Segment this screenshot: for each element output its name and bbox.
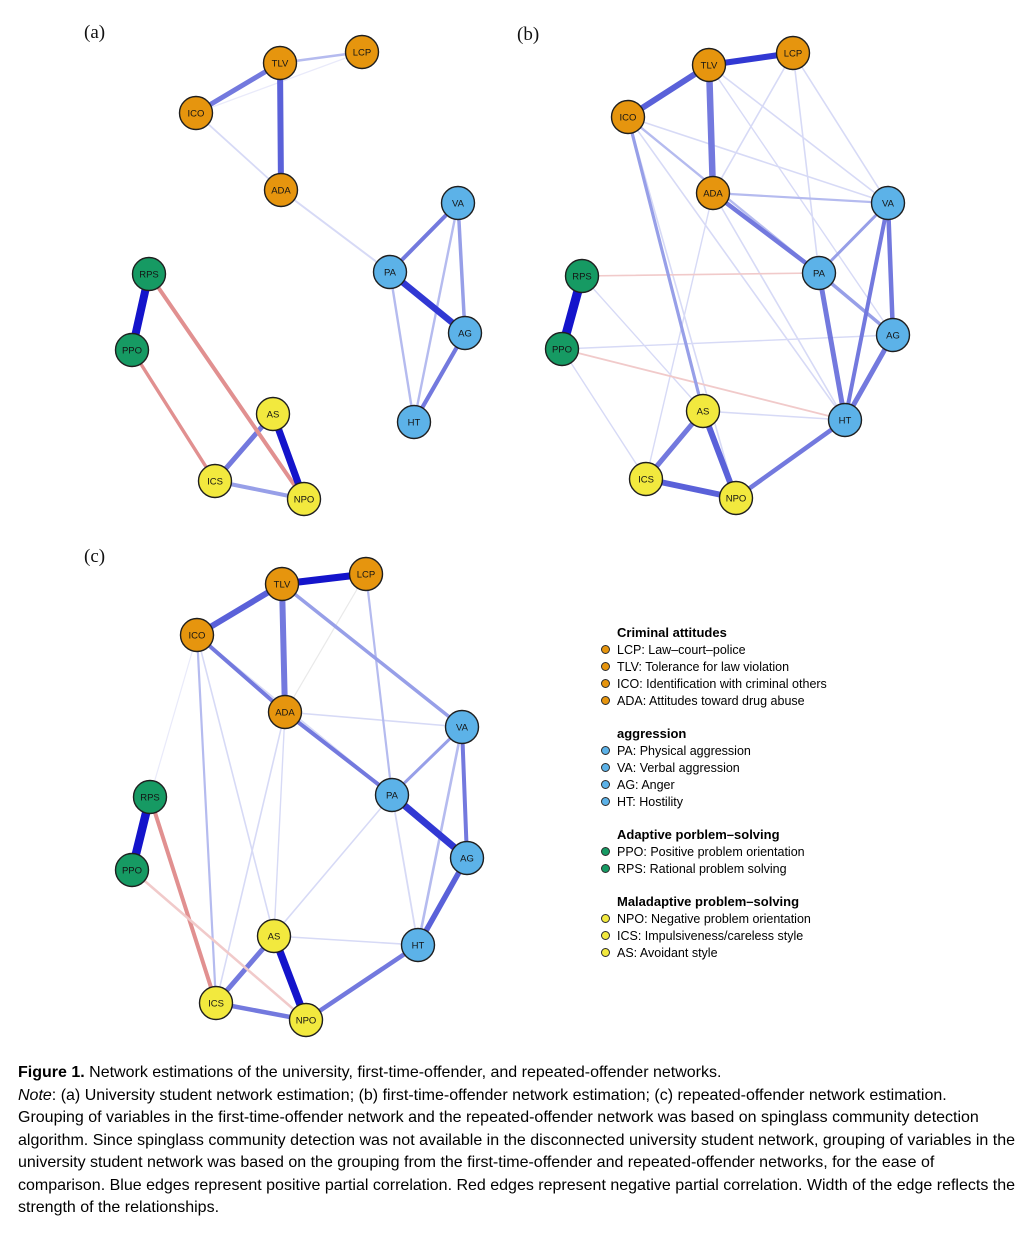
edge-b-VA-HT bbox=[845, 203, 888, 420]
node-label-b-HT: HT bbox=[838, 415, 852, 427]
edge-b-LCP-ADA bbox=[713, 53, 793, 193]
edge-b-ICO-VA bbox=[628, 117, 888, 203]
legend-item bbox=[601, 742, 901, 759]
node-label-a-HT: HT bbox=[407, 417, 421, 429]
edge-c-ICO-ADA bbox=[197, 635, 285, 712]
edge-c-LCP-PA bbox=[366, 574, 392, 795]
node-label-c-HT: HT bbox=[411, 940, 425, 952]
legend-item-text: RPS: Rational problem solving bbox=[617, 861, 787, 876]
legend-item-text: ICS: Impulsiveness/careless style bbox=[617, 928, 804, 943]
legend-marker-icon bbox=[601, 847, 610, 856]
edge-c-TLV-VA bbox=[282, 584, 462, 727]
legend-item bbox=[601, 860, 901, 877]
edge-a-ADA-PA bbox=[281, 190, 390, 272]
edge-b-LCP-PA bbox=[793, 53, 819, 273]
edge-b-TLV-AG bbox=[709, 65, 893, 335]
edge-c-ADA-PA bbox=[285, 712, 392, 795]
legend-item bbox=[601, 692, 901, 709]
node-label-a-AG: AG bbox=[458, 328, 472, 340]
node-label-b-NPO: NPO bbox=[725, 493, 747, 505]
node-label-b-TLV: TLV bbox=[700, 60, 718, 72]
node-label-a-TLV: TLV bbox=[271, 58, 289, 70]
legend-item bbox=[601, 759, 901, 776]
legend-item-text: HT: Hostility bbox=[617, 794, 683, 809]
node-label-a-ICO: ICO bbox=[187, 108, 205, 120]
legend-item-text: VA: Verbal aggression bbox=[617, 760, 740, 775]
node-label-c-RPS: RPS bbox=[140, 792, 160, 804]
legend-item-text: ICO: Identification with criminal others bbox=[617, 676, 827, 691]
edge-b-LCP-VA bbox=[793, 53, 888, 203]
edge-b-NPO-HT bbox=[736, 420, 845, 498]
edge-b-RPS-PA bbox=[582, 273, 819, 276]
edge-b-ADA-PA bbox=[713, 193, 819, 273]
legend-item bbox=[601, 944, 901, 961]
node-label-b-VA: VA bbox=[882, 198, 894, 210]
node-label-a-RPS: RPS bbox=[139, 269, 159, 281]
legend-item-text: TLV: Tolerance for law violation bbox=[617, 659, 790, 674]
node-label-c-LCP: LCP bbox=[356, 569, 376, 581]
node-label-a-PPO: PPO bbox=[121, 345, 143, 357]
legend-marker-icon bbox=[601, 797, 610, 806]
network-a bbox=[116, 36, 482, 516]
caption-note bbox=[18, 1085, 1016, 1220]
node-label-c-TLV: TLV bbox=[273, 579, 291, 591]
node-label-b-ICO: ICO bbox=[619, 112, 637, 124]
edge-c-TLV-ADA bbox=[282, 584, 285, 712]
legend-item bbox=[601, 658, 901, 675]
legend-item-text: AG: Anger bbox=[617, 777, 675, 792]
legend-marker-icon bbox=[601, 746, 610, 755]
node-label-c-ICS: ICS bbox=[208, 998, 224, 1010]
network-c bbox=[116, 558, 484, 1037]
note-text: : (a) University student network estimation; (b) first-time-offender network estimation; (c) repeated-offender network estimation. Grouping of variables in the first-time-offender network and the repeated-offender network was based on spinglass community detection algorithm. Since spinglass community detection was not available in the disconnected university student network, grouping of variables in the university student network was based on the grouping from the first-time-offender and repeated-offender networks, for the ease of comparison. Blue edges represent positive partial correlation. Red edges represent negative partial correlation. Width of the edge reflects the strength of the relationships. bbox=[18, 1086, 1015, 1216]
edge-c-AS-HT bbox=[274, 936, 418, 945]
edge-a-TLV-ADA bbox=[280, 63, 281, 190]
edge-b-ICO-AS bbox=[628, 117, 703, 411]
panel-label-a: (a) bbox=[84, 22, 106, 43]
legend-marker-icon bbox=[601, 931, 610, 940]
node-label-b-LCP: LCP bbox=[783, 48, 803, 60]
node-label-b-AS: AS bbox=[696, 406, 710, 418]
legend-marker-icon bbox=[601, 662, 610, 671]
node-label-a-VA: VA bbox=[452, 198, 464, 210]
edge-c-ICO-AS bbox=[197, 635, 274, 936]
legend-item bbox=[601, 927, 901, 944]
panel-label-c: (c) bbox=[84, 546, 106, 567]
legend-item bbox=[601, 793, 901, 810]
legend-marker-icon bbox=[601, 679, 610, 688]
node-label-c-ICO: ICO bbox=[188, 630, 206, 642]
node-label-a-AS: AS bbox=[266, 409, 280, 421]
edge-c-ADA-VA bbox=[285, 712, 462, 727]
edge-c-ADA-AS bbox=[274, 712, 285, 936]
legend bbox=[601, 624, 901, 961]
figure-title-text: Network estimations of the university, first-time-offender, and repeated-offender networks. bbox=[84, 1064, 722, 1081]
node-label-b-RPS: RPS bbox=[572, 271, 592, 283]
node-label-b-AG: AG bbox=[886, 330, 900, 342]
legend-marker-icon bbox=[601, 780, 610, 789]
legend-item-text: PPO: Positive problem orientation bbox=[617, 844, 805, 859]
node-label-c-AG: AG bbox=[460, 853, 474, 865]
edge-a-PA-HT bbox=[390, 272, 414, 422]
node-label-b-PPO: PPO bbox=[551, 344, 573, 356]
edge-b-TLV-ADA bbox=[709, 65, 713, 193]
node-label-c-PA: PA bbox=[386, 790, 398, 802]
node-label-a-NPO: NPO bbox=[293, 494, 315, 506]
node-label-c-AS: AS bbox=[267, 931, 281, 943]
legend-section-header-3: Maladaptive problem–solving bbox=[617, 894, 800, 909]
edge-c-HT-NPO bbox=[306, 945, 418, 1020]
caption-title-line bbox=[18, 1062, 1016, 1085]
node-label-b-ICS: ICS bbox=[638, 474, 654, 486]
legend-marker-icon bbox=[601, 864, 610, 873]
panel-label-b: (b) bbox=[517, 24, 540, 45]
legend-item-text: ADA: Attitudes toward drug abuse bbox=[617, 693, 805, 708]
node-label-b-ADA: ADA bbox=[703, 188, 723, 200]
node-label-a-ADA: ADA bbox=[271, 185, 291, 197]
edge-a-ICO-ADA bbox=[196, 113, 281, 190]
legend-item-text: PA: Physical aggression bbox=[617, 743, 751, 758]
legend-marker-icon bbox=[601, 763, 610, 772]
legend-item-text: NPO: Negative problem orientation bbox=[617, 911, 811, 926]
node-label-a-ICS: ICS bbox=[207, 476, 223, 488]
node-label-c-NPO: NPO bbox=[295, 1015, 317, 1027]
edge-b-TLV-VA bbox=[709, 65, 888, 203]
legend-item bbox=[601, 910, 901, 927]
legend-section-header-1: aggression bbox=[617, 726, 687, 741]
edge-b-VA-AG bbox=[888, 203, 893, 335]
legend-item bbox=[601, 675, 901, 692]
note-label: Note bbox=[18, 1086, 52, 1104]
node-label-c-VA: VA bbox=[456, 722, 468, 734]
legend-item bbox=[601, 641, 901, 658]
figure-caption bbox=[18, 1062, 1016, 1220]
edge-a-PPO-ICS bbox=[132, 350, 215, 481]
node-label-a-PA: PA bbox=[384, 267, 396, 279]
network-b bbox=[546, 37, 910, 515]
node-label-c-PPO: PPO bbox=[121, 865, 143, 877]
node-label-c-ADA: ADA bbox=[275, 707, 295, 719]
edge-c-ICO-RPS bbox=[150, 635, 197, 797]
legend-item bbox=[601, 843, 901, 860]
node-label-a-LCP: LCP bbox=[352, 47, 372, 59]
legend-section-header-2: Adaptive porblem–solving bbox=[617, 827, 780, 842]
legend-item bbox=[601, 776, 901, 793]
figure-number-label: Figure 1. bbox=[18, 1064, 85, 1081]
node-label-b-PA: PA bbox=[813, 268, 825, 280]
legend-section-header-0: Criminal attitudes bbox=[617, 625, 727, 640]
edge-b-PPO-AG bbox=[562, 335, 893, 349]
legend-item-text: AS: Avoidant style bbox=[617, 945, 718, 960]
legend-marker-icon bbox=[601, 696, 610, 705]
legend-item-text: LCP: Law–court–police bbox=[617, 642, 746, 657]
edge-a-VA-AG bbox=[458, 203, 465, 333]
edge-b-PPO-ICS bbox=[562, 349, 646, 479]
legend-marker-icon bbox=[601, 645, 610, 654]
legend-marker-icon bbox=[601, 948, 610, 957]
edge-c-VA-AG bbox=[462, 727, 467, 858]
legend-marker-icon bbox=[601, 914, 610, 923]
